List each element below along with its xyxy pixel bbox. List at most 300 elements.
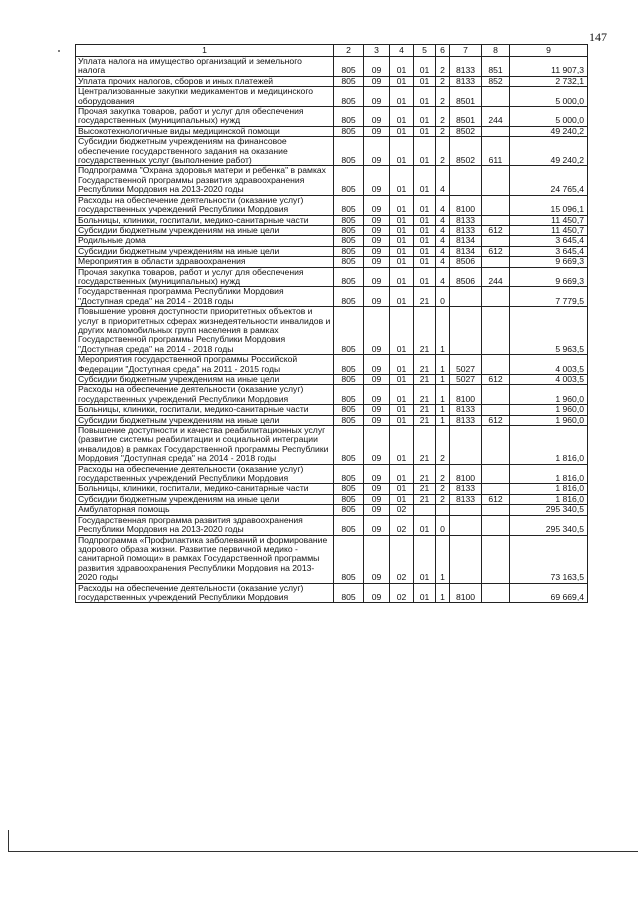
row-code-cell: 805: [334, 225, 364, 235]
row-code-cell: 09: [364, 464, 390, 484]
row-code-cell: 02: [390, 515, 414, 535]
row-amount-cell: 295 340,5: [510, 505, 588, 515]
row-code-cell: 02: [390, 535, 414, 583]
row-code-cell: 09: [364, 405, 390, 415]
row-code-cell: 09: [364, 236, 390, 246]
row-code-cell: 09: [364, 126, 390, 136]
table-row: [76, 385, 588, 405]
table-row: [76, 355, 588, 375]
table-row: [76, 426, 588, 465]
row-code-cell: 01: [390, 236, 414, 246]
row-name-cell: Мероприятия в области здравоохранения: [76, 257, 334, 267]
row-code-cell: 01: [390, 267, 414, 287]
row-code-cell: [482, 257, 510, 267]
table-row: [76, 515, 588, 535]
row-code-cell: 805: [334, 307, 364, 355]
table-row: [76, 137, 588, 166]
row-code-cell: 805: [334, 415, 364, 425]
row-name-cell: Субсидии бюджетным учреждениям на финансовое обеспечение государственного задания на оказание государственных услуг (выполнение работ): [76, 137, 334, 166]
row-code-cell: 09: [364, 195, 390, 215]
row-code-cell: 09: [364, 225, 390, 235]
row-name-cell: Подпрограмма "Охрана здоровья матери и ребенка" в рамках Государственной программы развития здравоохранения Республики Мордовия на 2013-2020 годы: [76, 166, 334, 195]
row-code-cell: 805: [334, 107, 364, 127]
row-code-cell: 09: [364, 385, 390, 405]
row-code-cell: 01: [390, 76, 414, 86]
row-code-cell: [482, 87, 510, 107]
row-name-cell: Государственная программа Республики Мордовия "Доступная среда" на 2014 - 2018 годы: [76, 287, 334, 307]
row-amount-cell: 5 963,5: [510, 307, 588, 355]
table-row: [76, 225, 588, 235]
row-code-cell: 4: [436, 246, 450, 256]
row-code-cell: 01: [390, 494, 414, 504]
row-code-cell: 01: [390, 107, 414, 127]
row-name-cell: Прочая закупка товаров, работ и услуг для обеспечения государственных (муниципальных) нужд: [76, 267, 334, 287]
row-code-cell: 805: [334, 426, 364, 465]
row-code-cell: 2: [436, 76, 450, 86]
row-code-cell: 01: [390, 415, 414, 425]
row-code-cell: 2: [436, 494, 450, 504]
col-header: 8: [482, 45, 510, 57]
row-code-cell: 01: [390, 405, 414, 415]
row-code-cell: 8100: [450, 583, 482, 603]
row-code-cell: 01: [414, 535, 436, 583]
row-code-cell: 01: [390, 385, 414, 405]
row-code-cell: 09: [364, 375, 390, 385]
row-code-cell: 01: [414, 57, 436, 77]
row-code-cell: 09: [364, 505, 390, 515]
row-code-cell: 5027: [450, 355, 482, 375]
row-name-cell: Прочая закупка товаров, работ и услуг для обеспечения государственных (муниципальных) нужд: [76, 107, 334, 127]
row-amount-cell: 4 003,5: [510, 355, 588, 375]
row-code-cell: 8133: [450, 225, 482, 235]
row-code-cell: 2: [436, 126, 450, 136]
row-code-cell: [482, 464, 510, 484]
row-code-cell: [482, 287, 510, 307]
row-name-cell: Уплата прочих налогов, сборов и иных платежей: [76, 76, 334, 86]
row-code-cell: 4: [436, 225, 450, 235]
row-code-cell: 4: [436, 215, 450, 225]
row-code-cell: 01: [414, 246, 436, 256]
row-code-cell: 1: [436, 583, 450, 603]
page-edge-mark: [8, 830, 9, 852]
row-code-cell: 21: [414, 385, 436, 405]
row-code-cell: 01: [414, 195, 436, 215]
row-code-cell: 21: [414, 426, 436, 465]
row-name-cell: Субсидии бюджетным учреждениям на иные цели: [76, 225, 334, 235]
row-code-cell: 8100: [450, 195, 482, 215]
row-code-cell: 612: [482, 375, 510, 385]
row-code-cell: 2: [436, 107, 450, 127]
table-row: [76, 583, 588, 603]
row-code-cell: 8133: [450, 76, 482, 86]
row-code-cell: 01: [390, 287, 414, 307]
row-code-cell: 805: [334, 515, 364, 535]
row-name-cell: Мероприятия государственной программы Российской Федерации "Доступная среда" на 2011 - 2015 годы: [76, 355, 334, 375]
row-name-cell: Расходы на обеспечение деятельности (оказание услуг) государственных учреждений Республики Мордовия: [76, 583, 334, 603]
row-code-cell: 01: [390, 215, 414, 225]
row-code-cell: [450, 166, 482, 195]
row-code-cell: 805: [334, 166, 364, 195]
row-code-cell: 09: [364, 257, 390, 267]
row-code-cell: 1: [436, 355, 450, 375]
row-code-cell: [482, 405, 510, 415]
row-name-cell: Повышение уровня доступности приоритетных объектов и услуг в приоритетных сферах жизнедеятельности инвалидов и других маломобильных групп населения в рамках Государственной программы Республики Мордовия "Доступная среда" на 2014 - 2018 годы: [76, 307, 334, 355]
row-code-cell: 09: [364, 535, 390, 583]
row-code-cell: 805: [334, 57, 364, 77]
row-name-cell: Расходы на обеспечение деятельности (оказание услуг) государственных учреждений Республики Мордовия: [76, 464, 334, 484]
row-code-cell: 01: [390, 137, 414, 166]
row-code-cell: 09: [364, 307, 390, 355]
row-code-cell: 805: [334, 385, 364, 405]
row-code-cell: 612: [482, 225, 510, 235]
row-code-cell: 1: [436, 375, 450, 385]
row-code-cell: 01: [390, 57, 414, 77]
row-code-cell: 2: [436, 464, 450, 484]
row-code-cell: [482, 385, 510, 405]
row-code-cell: 805: [334, 236, 364, 246]
row-code-cell: [482, 236, 510, 246]
row-code-cell: 805: [334, 355, 364, 375]
table-row: [76, 415, 588, 425]
row-amount-cell: 49 240,2: [510, 126, 588, 136]
row-code-cell: 8506: [450, 257, 482, 267]
row-amount-cell: 11 450,7: [510, 225, 588, 235]
row-name-cell: Подпрограмма «Профилактика заболеваний и формирование здорового образа жизни. Развитие первичной медико - санитарной помощи» в рамках Государственной программы развития здравоохранения Республики Мордовия на 2013-2020 годы: [76, 535, 334, 583]
row-code-cell: 1: [436, 307, 450, 355]
row-code-cell: 09: [364, 87, 390, 107]
row-code-cell: [414, 505, 436, 515]
row-code-cell: 01: [390, 484, 414, 494]
col-header: 9: [510, 45, 588, 57]
table-row: [76, 405, 588, 415]
row-code-cell: 611: [482, 137, 510, 166]
col-header: 7: [450, 45, 482, 57]
table-row: [76, 57, 588, 77]
row-code-cell: [450, 287, 482, 307]
row-name-cell: Уплата налога на имущество организаций и земельного налога: [76, 57, 334, 77]
row-amount-cell: 1 960,0: [510, 385, 588, 405]
table-row: [76, 287, 588, 307]
row-code-cell: 21: [414, 287, 436, 307]
table-row: [76, 307, 588, 355]
row-code-cell: 244: [482, 107, 510, 127]
row-amount-cell: 5 000,0: [510, 87, 588, 107]
row-code-cell: 01: [414, 107, 436, 127]
row-code-cell: 01: [414, 257, 436, 267]
row-code-cell: 01: [390, 464, 414, 484]
row-code-cell: [450, 426, 482, 465]
row-code-cell: 01: [414, 236, 436, 246]
page-bottom-rule: [8, 851, 638, 852]
row-name-cell: Больницы, клиники, госпитали, медико-санитарные части: [76, 405, 334, 415]
row-name-cell: Государственная программа развития здравоохранения Республики Мордовия на 2013-2020 годы: [76, 515, 334, 535]
row-code-cell: 09: [364, 583, 390, 603]
row-code-cell: 8133: [450, 494, 482, 504]
col-header: 5: [414, 45, 436, 57]
row-code-cell: [482, 535, 510, 583]
row-code-cell: 01: [414, 76, 436, 86]
row-code-cell: 8501: [450, 87, 482, 107]
row-code-cell: 8100: [450, 385, 482, 405]
row-code-cell: 4: [436, 166, 450, 195]
row-code-cell: 09: [364, 494, 390, 504]
row-code-cell: 21: [414, 375, 436, 385]
row-code-cell: 612: [482, 246, 510, 256]
row-code-cell: 01: [414, 137, 436, 166]
row-code-cell: 01: [390, 225, 414, 235]
row-code-cell: 805: [334, 535, 364, 583]
row-code-cell: 09: [364, 267, 390, 287]
row-code-cell: 612: [482, 494, 510, 504]
table-row: [76, 375, 588, 385]
table-body: [76, 57, 588, 603]
row-code-cell: 805: [334, 257, 364, 267]
row-code-cell: 8506: [450, 267, 482, 287]
row-name-cell: Субсидии бюджетным учреждениям на иные цели: [76, 375, 334, 385]
row-code-cell: 244: [482, 267, 510, 287]
row-code-cell: 8133: [450, 405, 482, 415]
row-code-cell: 1: [436, 405, 450, 415]
row-code-cell: 09: [364, 415, 390, 425]
row-code-cell: 21: [414, 415, 436, 425]
row-name-cell: Субсидии бюджетным учреждениям на иные цели: [76, 246, 334, 256]
page-number: 147: [589, 30, 607, 44]
col-header: 3: [364, 45, 390, 57]
row-code-cell: 21: [414, 484, 436, 494]
table-row: [76, 257, 588, 267]
row-code-cell: 805: [334, 484, 364, 494]
row-amount-cell: 24 765,4: [510, 166, 588, 195]
row-code-cell: 805: [334, 126, 364, 136]
row-code-cell: 01: [390, 355, 414, 375]
row-code-cell: [482, 307, 510, 355]
row-code-cell: 01: [390, 375, 414, 385]
row-code-cell: 01: [414, 166, 436, 195]
row-code-cell: 8134: [450, 246, 482, 256]
row-code-cell: 02: [390, 505, 414, 515]
row-code-cell: 01: [414, 515, 436, 535]
col-header: 4: [390, 45, 414, 57]
row-amount-cell: 1 816,0: [510, 426, 588, 465]
row-code-cell: [450, 535, 482, 583]
row-amount-cell: 73 163,5: [510, 535, 588, 583]
row-name-cell: Амбулаторная помощь: [76, 505, 334, 515]
row-code-cell: 2: [436, 137, 450, 166]
row-code-cell: 21: [414, 405, 436, 415]
row-code-cell: 09: [364, 287, 390, 307]
budget-table: [75, 44, 588, 603]
row-code-cell: [450, 505, 482, 515]
row-amount-cell: 9 669,3: [510, 267, 588, 287]
row-code-cell: 01: [414, 583, 436, 603]
row-amount-cell: 1 960,0: [510, 415, 588, 425]
row-code-cell: 2: [436, 484, 450, 494]
row-amount-cell: 2 732,1: [510, 76, 588, 86]
col-header: 6: [436, 45, 450, 57]
row-code-cell: 01: [390, 166, 414, 195]
row-amount-cell: 9 669,3: [510, 257, 588, 267]
row-code-cell: 09: [364, 215, 390, 225]
table-row: [76, 494, 588, 504]
row-code-cell: 01: [390, 257, 414, 267]
table-row: [76, 505, 588, 515]
row-code-cell: 09: [364, 484, 390, 494]
row-amount-cell: 15 096,1: [510, 195, 588, 215]
row-code-cell: [482, 126, 510, 136]
row-code-cell: [482, 515, 510, 535]
row-code-cell: [450, 515, 482, 535]
row-code-cell: 09: [364, 107, 390, 127]
row-amount-cell: 69 669,4: [510, 583, 588, 603]
row-code-cell: 09: [364, 137, 390, 166]
row-code-cell: 805: [334, 246, 364, 256]
row-code-cell: 4: [436, 195, 450, 215]
row-amount-cell: 3 645,4: [510, 236, 588, 246]
row-code-cell: 0: [436, 287, 450, 307]
row-amount-cell: 4 003,5: [510, 375, 588, 385]
row-code-cell: 805: [334, 137, 364, 166]
row-code-cell: 805: [334, 215, 364, 225]
row-name-cell: Субсидии бюджетным учреждениям на иные цели: [76, 494, 334, 504]
row-code-cell: 805: [334, 87, 364, 107]
table-row: [76, 166, 588, 195]
row-code-cell: 09: [364, 426, 390, 465]
row-code-cell: 02: [390, 583, 414, 603]
row-code-cell: 21: [414, 355, 436, 375]
row-code-cell: 8134: [450, 236, 482, 246]
row-code-cell: [482, 426, 510, 465]
row-code-cell: 01: [414, 225, 436, 235]
row-code-cell: 612: [482, 415, 510, 425]
row-code-cell: 09: [364, 246, 390, 256]
row-code-cell: 805: [334, 375, 364, 385]
row-code-cell: 1: [436, 535, 450, 583]
row-code-cell: 01: [390, 426, 414, 465]
row-amount-cell: 1 816,0: [510, 464, 588, 484]
row-name-cell: Больницы, клиники, госпитали, медико-санитарные части: [76, 215, 334, 225]
table-row: [76, 535, 588, 583]
col-header: 2: [334, 45, 364, 57]
row-code-cell: [482, 484, 510, 494]
table-row: [76, 267, 588, 287]
table-row: [76, 76, 588, 86]
table-row: [76, 87, 588, 107]
col-header: 1: [76, 45, 334, 57]
row-code-cell: [482, 215, 510, 225]
table-row: [76, 126, 588, 136]
row-code-cell: 2: [436, 426, 450, 465]
table-row: [76, 195, 588, 215]
row-code-cell: 805: [334, 76, 364, 86]
row-code-cell: 805: [334, 583, 364, 603]
row-amount-cell: 1 816,0: [510, 484, 588, 494]
row-code-cell: 09: [364, 76, 390, 86]
row-code-cell: 1: [436, 415, 450, 425]
row-amount-cell: 1 960,0: [510, 405, 588, 415]
row-code-cell: 805: [334, 405, 364, 415]
row-code-cell: [482, 166, 510, 195]
row-code-cell: 8133: [450, 215, 482, 225]
row-name-cell: Субсидии бюджетным учреждениям на иные цели: [76, 415, 334, 425]
row-name-cell: Централизованные закупки медикаментов и медицинского оборудования: [76, 87, 334, 107]
row-code-cell: 851: [482, 57, 510, 77]
row-code-cell: 09: [364, 166, 390, 195]
row-code-cell: 8502: [450, 137, 482, 166]
row-code-cell: 805: [334, 494, 364, 504]
row-code-cell: 8100: [450, 464, 482, 484]
row-code-cell: 01: [414, 215, 436, 225]
scan-speck: [58, 50, 60, 52]
row-name-cell: Родильные дома: [76, 236, 334, 246]
row-name-cell: Расходы на обеспечение деятельности (оказание услуг) государственных учреждений Республики Мордовия: [76, 385, 334, 405]
row-code-cell: 852: [482, 76, 510, 86]
row-amount-cell: 3 645,4: [510, 246, 588, 256]
row-code-cell: [450, 307, 482, 355]
row-name-cell: Повышение доступности и качества реабилитационных услуг (развитие системы реабилитации и социальной интеграции инвалидов) в рамках Государственной программы Республики Мордовия "Доступная среда" на 2014 - 2018 годы: [76, 426, 334, 465]
row-code-cell: 805: [334, 505, 364, 515]
row-amount-cell: 295 340,5: [510, 515, 588, 535]
row-amount-cell: 7 779,5: [510, 287, 588, 307]
row-name-cell: Расходы на обеспечение деятельности (оказание услуг) государственных учреждений Республики Мордовия: [76, 195, 334, 215]
row-amount-cell: 11 907,3: [510, 57, 588, 77]
row-amount-cell: 11 450,7: [510, 215, 588, 225]
row-code-cell: [482, 583, 510, 603]
row-code-cell: 01: [390, 195, 414, 215]
table-row: [76, 246, 588, 256]
row-code-cell: 01: [390, 307, 414, 355]
row-code-cell: 01: [390, 246, 414, 256]
row-code-cell: 21: [414, 494, 436, 504]
row-code-cell: 4: [436, 236, 450, 246]
table-row: [76, 484, 588, 494]
row-name-cell: Больницы, клиники, госпитали, медико-санитарные части: [76, 484, 334, 494]
row-code-cell: 01: [390, 126, 414, 136]
row-amount-cell: 1 816,0: [510, 494, 588, 504]
row-code-cell: 01: [414, 87, 436, 107]
row-amount-cell: 49 240,2: [510, 137, 588, 166]
row-code-cell: 8501: [450, 107, 482, 127]
row-code-cell: 09: [364, 515, 390, 535]
row-code-cell: 805: [334, 464, 364, 484]
row-code-cell: 1: [436, 385, 450, 405]
row-code-cell: 4: [436, 267, 450, 287]
row-code-cell: 8133: [450, 484, 482, 494]
row-code-cell: 21: [414, 307, 436, 355]
row-code-cell: 805: [334, 195, 364, 215]
table-header-row: [76, 45, 588, 57]
row-code-cell: 8502: [450, 126, 482, 136]
row-code-cell: 805: [334, 287, 364, 307]
row-code-cell: 8133: [450, 57, 482, 77]
row-code-cell: 09: [364, 355, 390, 375]
row-code-cell: 01: [390, 87, 414, 107]
row-code-cell: 21: [414, 464, 436, 484]
row-name-cell: Высокотехнологичные виды медицинской помощи: [76, 126, 334, 136]
row-code-cell: [436, 505, 450, 515]
row-code-cell: 5027: [450, 375, 482, 385]
row-code-cell: 805: [334, 267, 364, 287]
row-code-cell: 4: [436, 257, 450, 267]
row-code-cell: [482, 355, 510, 375]
row-code-cell: 01: [414, 126, 436, 136]
row-code-cell: 0: [436, 515, 450, 535]
table-row: [76, 464, 588, 484]
row-code-cell: 2: [436, 87, 450, 107]
table-row: [76, 107, 588, 127]
row-code-cell: 01: [414, 267, 436, 287]
row-code-cell: [482, 505, 510, 515]
row-amount-cell: 5 000,0: [510, 107, 588, 127]
